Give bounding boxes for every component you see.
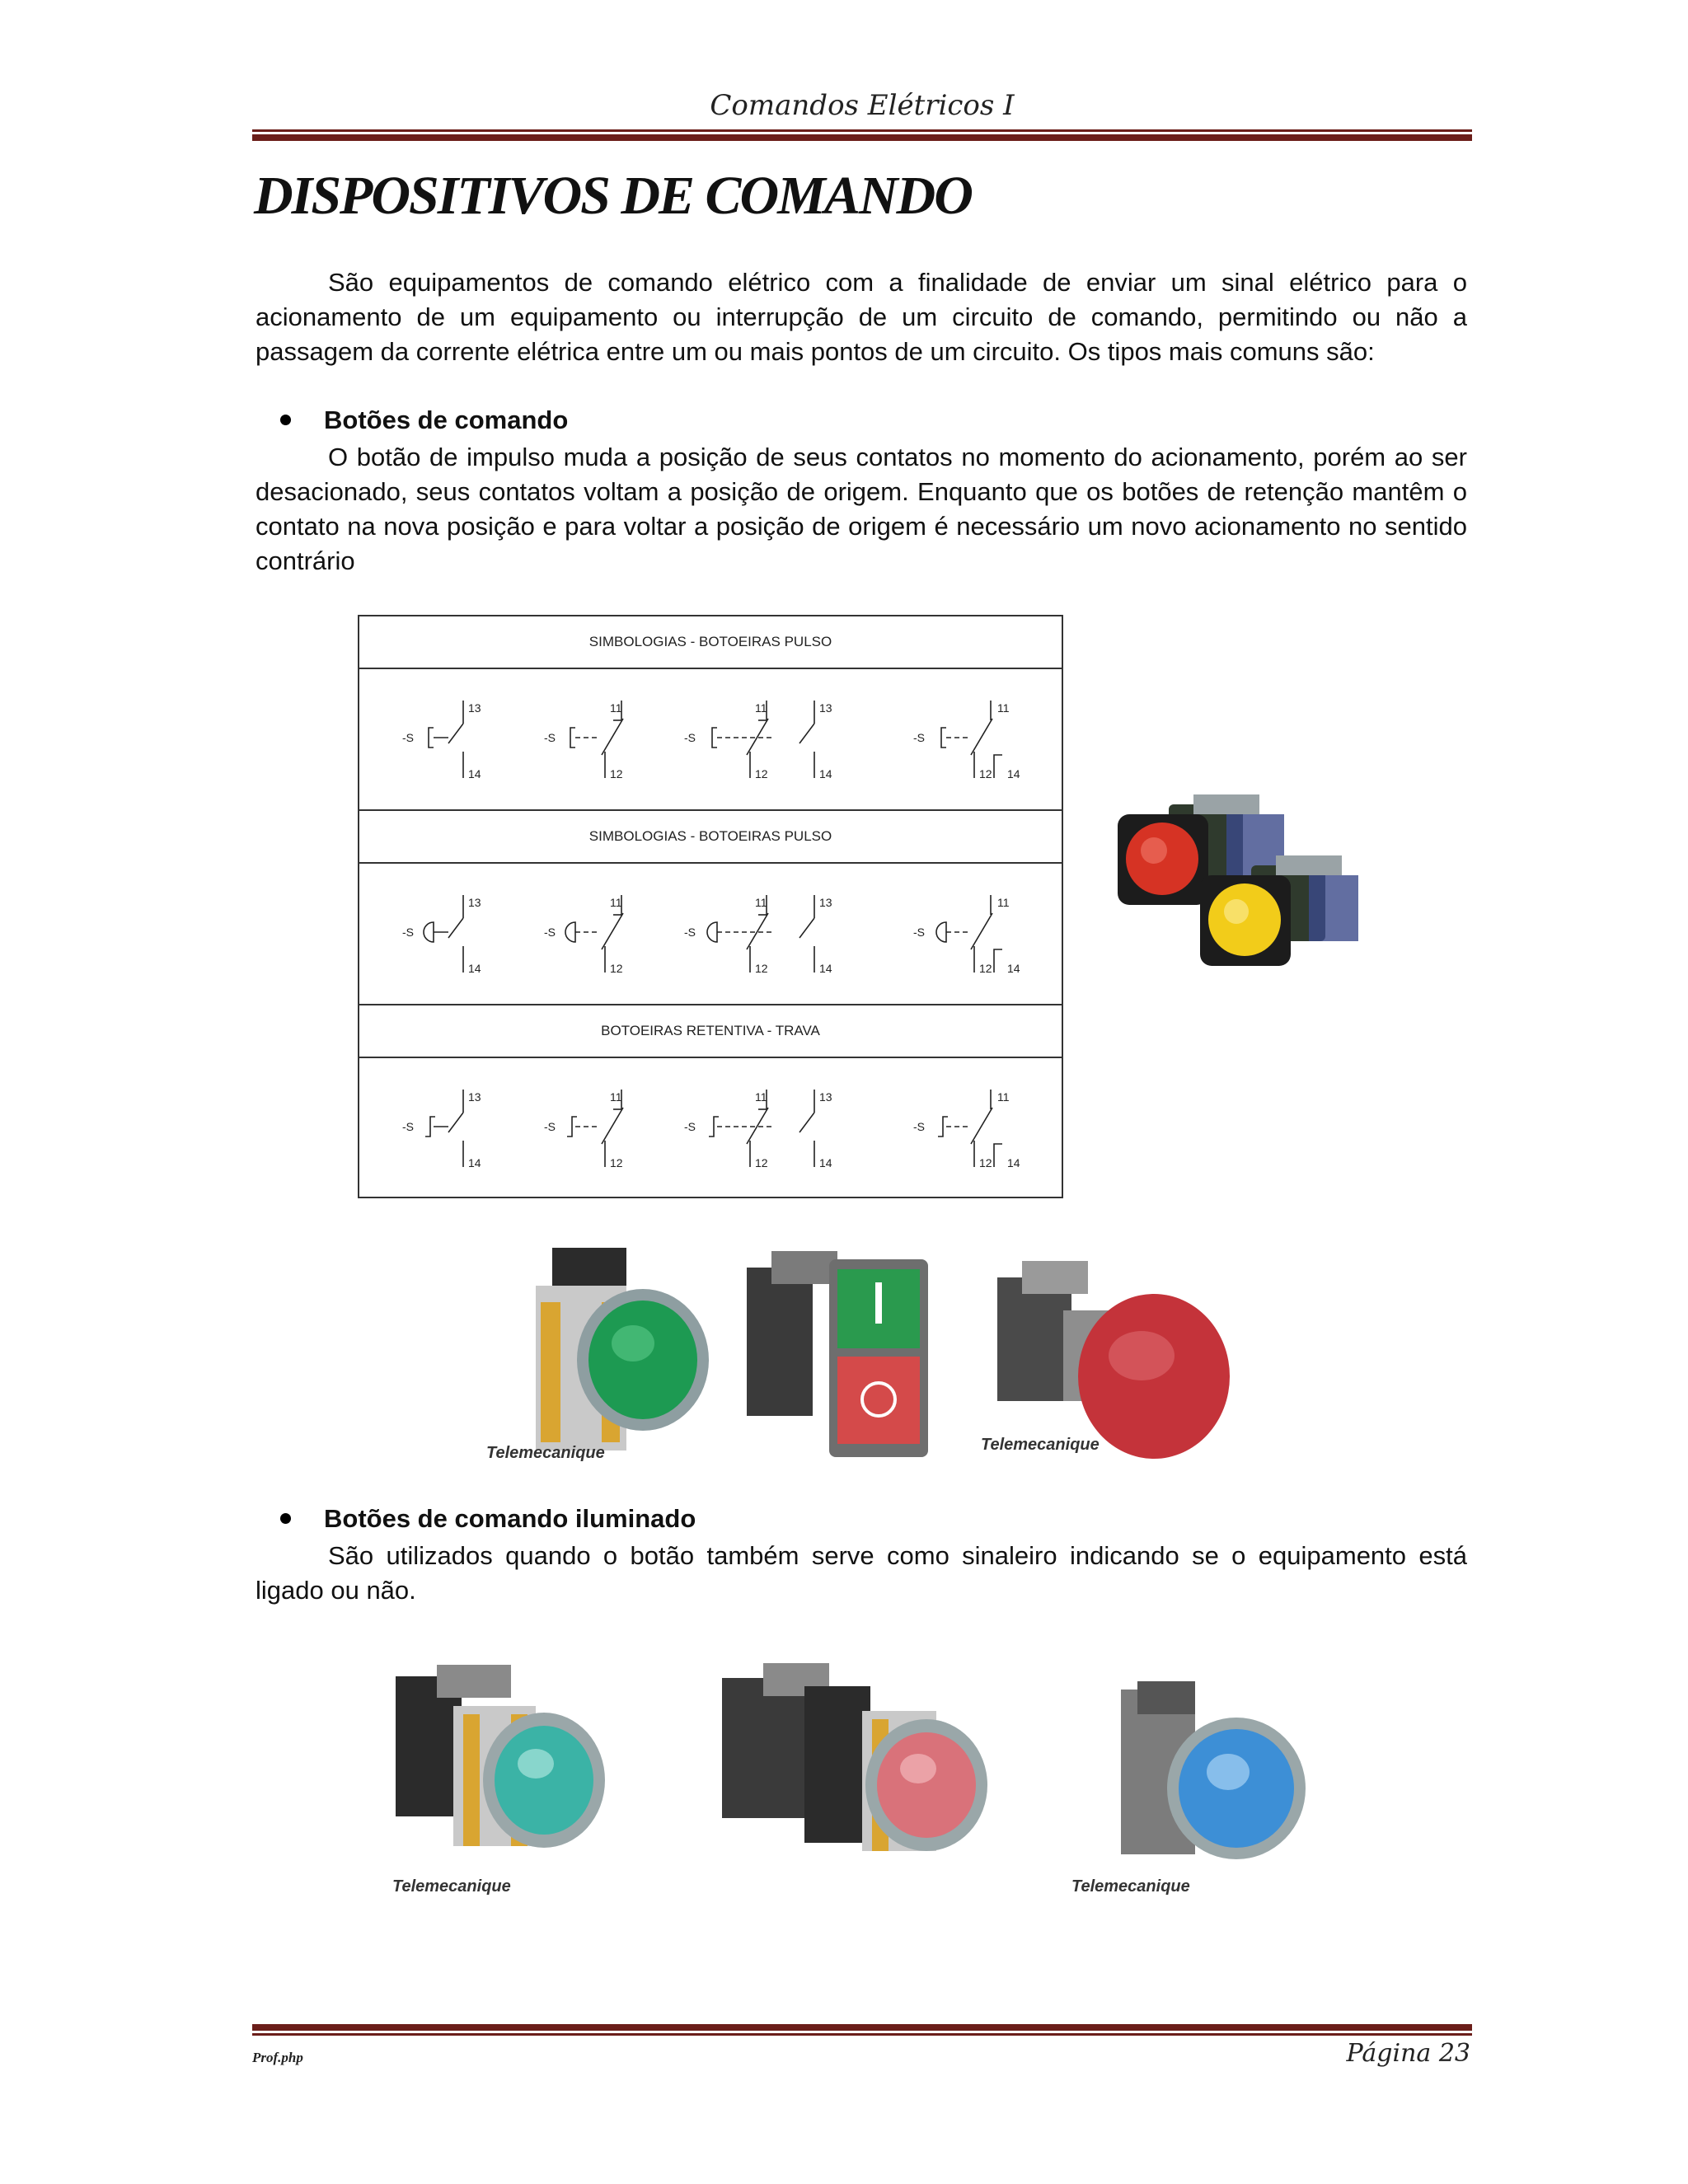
actuator-symbol (712, 728, 717, 748)
section2-paragraph (256, 1539, 1467, 1608)
red-illuminated-button-image (714, 1653, 994, 1876)
terminal-11: 11 (610, 896, 622, 909)
blue-illuminated-button-image (1113, 1681, 1319, 1871)
terminal-13: 13 (819, 701, 832, 715)
actuator-symbol (424, 922, 434, 942)
terminal-13: 13 (819, 896, 832, 909)
terminal-14: 14 (1007, 1156, 1020, 1169)
co-contact-blade (971, 913, 992, 949)
symbol-nc-contact (544, 895, 623, 975)
terminal-13: 13 (468, 1090, 481, 1104)
terminal-11: 11 (610, 1090, 622, 1104)
bullet-icon (280, 415, 291, 425)
footer-rule (252, 2024, 1472, 2036)
section1-heading (280, 405, 568, 435)
bullet-icon (280, 1513, 291, 1524)
designation-label: -S (913, 926, 925, 939)
designation-label: -S (402, 1120, 414, 1133)
brand-label-1: Telemecanique (486, 1444, 605, 1462)
symbol-table-header-3: BOTOEIRAS RETENTIVA - TRAVA (359, 1005, 1062, 1058)
red-yellow-pushbuttons-image (1111, 790, 1367, 979)
section2-heading-text: Botões de comando iluminado (324, 1504, 696, 1533)
terminal-13: 13 (819, 1090, 832, 1104)
header-rule (252, 129, 1472, 141)
symbol-changeover-contact (913, 895, 1020, 975)
footer-author: Prof.php (252, 2050, 303, 2065)
terminal-11: 11 (755, 701, 767, 715)
section2-text: São utilizados quando o botão também serve como sinaleiro indicando se o equipamento está ligado ou não. (256, 1541, 1467, 1605)
symbol-nc-contact (544, 1090, 623, 1169)
terminal-11: 11 (997, 896, 1010, 909)
designation-label: -S (913, 731, 925, 744)
no-contact-blade (799, 1113, 814, 1132)
terminal-12: 12 (979, 767, 992, 780)
terminal-12: 12 (755, 1156, 768, 1169)
brand-label-2: Telemecanique (981, 1436, 1100, 1454)
intro-paragraph (256, 265, 1467, 369)
designation-label: -S (544, 1120, 556, 1133)
designation-label: -S (684, 731, 696, 744)
actuator-symbol (707, 922, 717, 942)
page-title: DISPOSITIVOS DE COMANDO (254, 166, 972, 226)
terminal-11: 11 (755, 1090, 767, 1104)
symbol-nc-no-contact (684, 895, 832, 975)
symbol-table-header-2: SIMBOLOGIAS - BOTOEIRAS PULSO (359, 811, 1062, 864)
terminal-14: 14 (1007, 962, 1020, 975)
symbol-nc-no-contact (684, 701, 832, 780)
designation-label: -S (684, 1120, 696, 1133)
nc-contact-blade (747, 913, 768, 949)
brand-label-3: Telemecanique (392, 1877, 511, 1896)
terminal-14: 14 (819, 1156, 832, 1169)
symbol-changeover-contact (913, 1090, 1020, 1169)
co-contact-blade (971, 719, 992, 755)
terminal-12: 12 (610, 1156, 623, 1169)
co-contact-no (994, 755, 1002, 778)
terminal-12: 12 (979, 962, 992, 975)
section1-heading-text: Botões de comando (324, 405, 569, 434)
pulse-button-symbols (359, 669, 1062, 809)
designation-label: -S (402, 926, 414, 939)
symbol-row-2 (359, 864, 1062, 1005)
terminal-12: 12 (610, 767, 623, 780)
co-contact-no (994, 949, 1002, 972)
terminal-14: 14 (468, 767, 481, 780)
actuator-symbol (565, 922, 575, 942)
nc-contact-blade (602, 1108, 623, 1144)
double-pushbutton-image (738, 1243, 936, 1457)
symbol-nc-contact (544, 701, 623, 780)
page-number: Página 23 (1346, 2039, 1470, 2068)
symbol-row-1 (359, 669, 1062, 811)
designation-label: -S (544, 926, 556, 939)
actuator-symbol (936, 922, 946, 942)
terminal-11: 11 (610, 701, 622, 715)
nc-contact-blade (602, 913, 623, 949)
teal-illuminated-button-image (387, 1657, 610, 1871)
actuator-symbol (941, 728, 946, 748)
designation-label: -S (913, 1120, 925, 1133)
co-contact-no (994, 1144, 1002, 1167)
no-contact-blade (799, 918, 814, 938)
symbol-nc-no-contact (684, 1090, 832, 1169)
terminal-12: 12 (755, 767, 768, 780)
symbol-no-contact (402, 1090, 481, 1169)
section1-text: O botão de impulso muda a posição de seus contatos no momento do acionamento, porém ao ser desacionado, seus contatos voltam a posição de origem. Enquanto que os botões de retenção mantêm o contato na nova posição e para voltar a posição de origem é necessário um novo acionamento no sentido contrário (256, 443, 1467, 575)
nc-contact-blade (747, 1108, 768, 1144)
terminal-14: 14 (468, 962, 481, 975)
mushroom-button-symbols (359, 864, 1062, 1004)
terminal-14: 14 (819, 767, 832, 780)
designation-label: -S (684, 926, 696, 939)
terminal-11: 11 (997, 1090, 1010, 1104)
terminal-14: 14 (1007, 767, 1020, 780)
terminal-12: 12 (979, 1156, 992, 1169)
brand-label-4: Telemecanique (1071, 1877, 1190, 1896)
terminal-11: 11 (997, 701, 1010, 715)
running-header: Comandos Elétricos I (710, 89, 1015, 122)
designation-label: -S (544, 731, 556, 744)
terminal-13: 13 (468, 896, 481, 909)
green-pushbutton-image (478, 1236, 717, 1467)
symbol-changeover-contact (913, 701, 1020, 780)
section2-heading (280, 1504, 696, 1534)
actuator-symbol (429, 728, 434, 748)
symbol-table (358, 615, 1063, 1198)
terminal-14: 14 (468, 1156, 481, 1169)
terminal-14: 14 (819, 962, 832, 975)
no-contact-blade (448, 1113, 463, 1132)
terminal-12: 12 (755, 962, 768, 975)
terminal-13: 13 (468, 701, 481, 715)
no-contact-blade (448, 724, 463, 743)
actuator-symbol (570, 728, 575, 748)
symbol-no-contact (402, 701, 481, 780)
intro-text: São equipamentos de comando elétrico com a finalidade de enviar um sinal elétrico para o acionamento de um equipamento ou interrupção de um circuito de comando, permitindo ou não a passagem da corrente elétrica entre um ou mais pontos de um circuito. Os tipos mais comuns são: (256, 268, 1467, 366)
designation-label: -S (402, 731, 414, 744)
nc-contact-blade (747, 719, 768, 755)
no-contact-blade (448, 918, 463, 938)
symbol-no-contact (402, 895, 481, 975)
terminal-11: 11 (755, 896, 767, 909)
symbol-table-header-1: SIMBOLOGIAS - BOTOEIRAS PULSO (359, 616, 1062, 669)
section1-paragraph (256, 440, 1467, 579)
nc-contact-blade (602, 719, 623, 755)
co-contact-blade (971, 1108, 992, 1144)
latching-button-symbols (359, 1058, 1062, 1198)
symbol-row-3 (359, 1058, 1062, 1198)
terminal-12: 12 (610, 962, 623, 975)
no-contact-blade (799, 724, 814, 743)
